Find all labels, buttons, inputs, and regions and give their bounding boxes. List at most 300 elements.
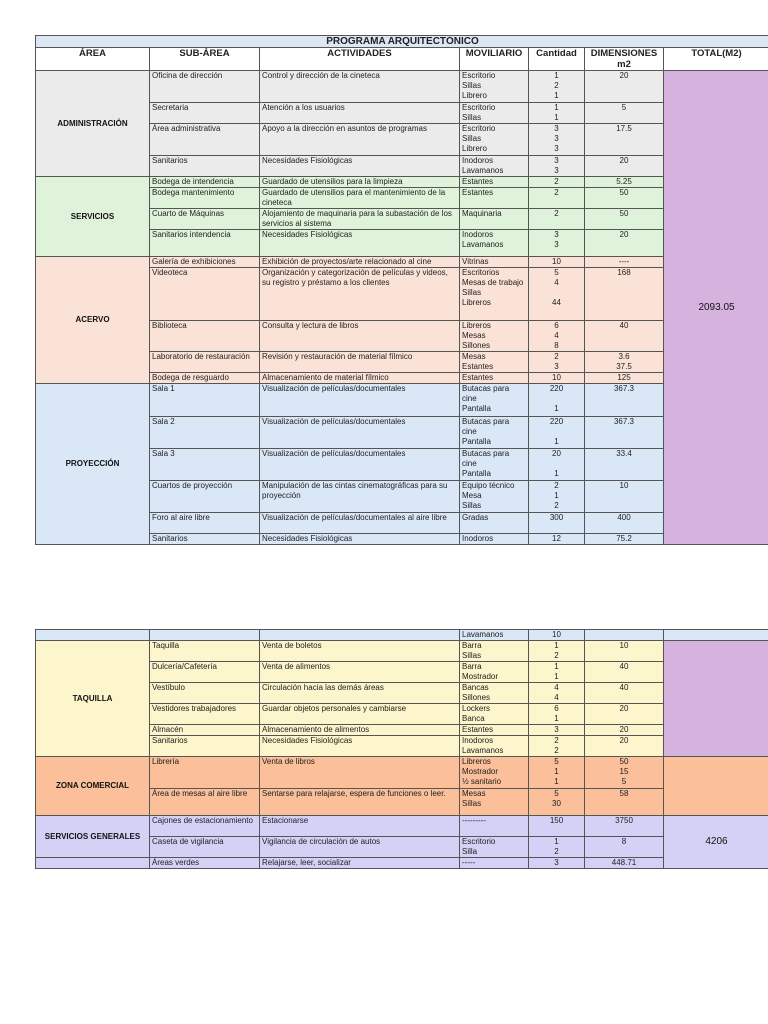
- subarea-cell: Dulcería/Cafetería: [150, 662, 260, 683]
- subarea-cell: Sanitarios: [150, 534, 260, 545]
- cantidad-cell-line: 1: [554, 767, 559, 776]
- subarea-cell: Bodega de intendencia: [150, 177, 260, 188]
- cantidad-cell-line: 2: [554, 352, 559, 361]
- mobiliario-cell-line: Equipo técnico: [462, 481, 515, 490]
- table-row: [36, 257, 768, 268]
- mobiliario-cell: [460, 257, 529, 268]
- cantidad-cell-line: 3: [554, 230, 559, 239]
- mobiliario-cell-line: Estantes: [462, 725, 494, 734]
- dimension-cell: 17.5: [585, 124, 664, 156]
- cantidad-cell-line: 5: [554, 268, 559, 277]
- table-row: [36, 71, 768, 103]
- cantidad-cell: [529, 837, 585, 858]
- mobiliario-cell-line: Escritorio: [462, 124, 496, 133]
- cantidad-cell-line: 2: [554, 481, 559, 490]
- mobiliario-cell: [460, 641, 529, 662]
- cantidad-cell-line: 3: [554, 240, 559, 249]
- total-cell-zona-comercial: [664, 757, 768, 816]
- mobiliario-cell: [460, 534, 529, 545]
- mobiliario-cell: [460, 103, 529, 124]
- dimension-cell-line: 5: [621, 777, 627, 786]
- mobiliario-cell-line: Mesas: [462, 789, 486, 798]
- subarea-cell: Taquilla: [150, 641, 260, 662]
- area-zona-comercial: ZONA COMERCIAL: [36, 757, 150, 816]
- cantidad-cell-line: 2: [554, 746, 559, 755]
- table-row: [36, 630, 768, 641]
- mobiliario-cell: [460, 481, 529, 513]
- cantidad-cell-line: 10: [552, 257, 561, 266]
- dimension-cell: 75.2: [585, 534, 664, 545]
- cantidad-cell-line: 150: [549, 816, 564, 825]
- subarea-cell: Vestíbulo: [150, 683, 260, 704]
- mobiliario-cell-line: Butacas para cine: [462, 384, 510, 403]
- cantidad-cell-line: 1: [554, 837, 559, 846]
- dimension-cell: [585, 352, 664, 373]
- mobiliario-cell-line: Estantes: [462, 362, 494, 371]
- cantidad-cell-line: 1: [554, 714, 559, 723]
- cantidad-cell: [529, 384, 585, 417]
- cantidad-cell: [529, 789, 585, 816]
- subarea-cell: Área administrativa: [150, 124, 260, 156]
- mobiliario-cell-line: ½ sanitario: [462, 777, 502, 786]
- cantidad-cell-line: 220: [549, 417, 564, 426]
- cantidad-cell-line: 3: [554, 124, 559, 133]
- mobiliario-cell: [460, 736, 529, 757]
- cantidad-cell-line: 4: [554, 683, 559, 692]
- cantidad-cell: [529, 662, 585, 683]
- dimension-cell: 10: [585, 641, 664, 662]
- mobiliario-cell: [460, 704, 529, 725]
- mobiliario-cell-line: Estantes: [462, 373, 494, 382]
- cantidad-cell: [529, 124, 585, 156]
- subarea-cell: Sanitarios: [150, 736, 260, 757]
- dimension-cell: 125: [585, 373, 664, 384]
- cantidad-cell-line: 1: [554, 491, 559, 500]
- header-dimensiones: DIMENSIONES m2: [585, 48, 664, 71]
- cantidad-cell: [529, 757, 585, 789]
- mobiliario-cell: [460, 816, 529, 837]
- subarea-cell: Foro al aire libre: [150, 513, 260, 534]
- header-actividades: ACTIVIDADES: [260, 48, 460, 71]
- cantidad-cell: [529, 481, 585, 513]
- mobiliario-cell-line: Sillas: [462, 134, 482, 143]
- subarea-cell: Sanitarios: [150, 156, 260, 177]
- cantidad-cell: [529, 736, 585, 757]
- mobiliario-cell-line: Butacas para cine: [462, 417, 510, 436]
- cantidad-cell-line: 2: [554, 736, 559, 745]
- mobiliario-cell-line: Inodoros: [462, 736, 494, 745]
- mobiliario-cell: [460, 662, 529, 683]
- actividad-cell: Atención a los usuarios: [260, 103, 460, 124]
- subarea-cell: Sala 3: [150, 449, 260, 481]
- mobiliario-cell-line: -----: [462, 858, 476, 867]
- cantidad-cell: [529, 641, 585, 662]
- table-row: [36, 177, 768, 188]
- cantidad-cell-line: 6: [554, 704, 559, 713]
- cantidad-cell-line: 220: [549, 384, 564, 393]
- subarea-cell: Bodega mantenimiento: [150, 188, 260, 209]
- subarea-cell: Secretaria: [150, 103, 260, 124]
- mobiliario-cell-line: Sillones: [462, 341, 491, 350]
- cantidad-cell: [529, 156, 585, 177]
- mobiliario-cell-line: Maquinaria: [462, 209, 502, 218]
- table-row: [36, 816, 768, 837]
- cantidad-cell-line: [531, 288, 582, 298]
- cantidad-cell-line: 44: [552, 298, 561, 307]
- subarea-cell: Cajones de estacionamiento: [150, 816, 260, 837]
- cantidad-cell-line: 3: [554, 858, 559, 867]
- subarea-cell: Librería: [150, 757, 260, 789]
- cantidad-cell-line: 1: [554, 437, 559, 446]
- mobiliario-cell-line: Lavamanos: [462, 240, 504, 249]
- actividad-cell: Vigilancia de circulación de autos: [260, 837, 460, 858]
- mobiliario-cell: [460, 124, 529, 156]
- cantidad-cell-line: 1: [554, 113, 559, 122]
- mobiliario-cell-line: Pantalla: [462, 469, 491, 478]
- cantidad-cell-line: 3: [554, 156, 559, 165]
- mobiliario-cell-line: Banca: [462, 714, 485, 723]
- dimension-cell: 50: [585, 188, 664, 209]
- dimension-cell: 20: [585, 156, 664, 177]
- mobiliario-cell-line: Sillas: [462, 799, 482, 808]
- mobiliario-cell-line: Escritorio: [462, 837, 496, 846]
- mobiliario-cell-line: Sillas: [462, 113, 482, 122]
- header-mobiliario: MOVILIARIO: [460, 48, 529, 71]
- actividad-cell: Guardado de utensilios para la limpieza: [260, 177, 460, 188]
- mobiliario-cell-line: Silla: [462, 847, 478, 856]
- mobiliario-cell-line: Mostrador: [462, 672, 499, 681]
- actividad-cell: Circulación hacia las demás áreas: [260, 683, 460, 704]
- dimension-cell-line: 50: [619, 757, 629, 766]
- subarea-cell: Bodega de resguardo: [150, 373, 260, 384]
- actividad-cell: Exhibición de proyectos/arte relacionado al cine: [260, 257, 460, 268]
- mobiliario-cell: [460, 417, 529, 449]
- table-row: [36, 858, 768, 869]
- cantidad-cell: [529, 534, 585, 545]
- area-proyeccion: PROYECCIÓN: [36, 384, 150, 545]
- cantidad-cell-line: 2: [554, 209, 559, 218]
- mobiliario-cell-line: Escritorios: [462, 268, 500, 277]
- subarea-cell: Sala 1: [150, 384, 260, 417]
- cantidad-cell-line: 2: [554, 651, 559, 660]
- cantidad-cell-line: 10: [552, 373, 561, 382]
- dimension-cell: 58: [585, 789, 664, 816]
- cantidad-cell-line: 8: [554, 341, 559, 350]
- dimension-cell: 8: [585, 837, 664, 858]
- cantidad-cell: [529, 209, 585, 230]
- cantidad-cell-line: 5: [554, 757, 559, 766]
- table-row: [36, 384, 768, 417]
- subarea-cell: Cuartos de proyección: [150, 481, 260, 513]
- mobiliario-cell-line: Vitrinas: [462, 257, 489, 266]
- mobiliario-cell: [460, 449, 529, 481]
- subarea-cell: Biblioteca: [150, 321, 260, 352]
- cantidad-cell-line: 300: [549, 513, 564, 522]
- actividad-cell: Consulta y lectura de libros: [260, 321, 460, 352]
- mobiliario-cell-line: Librero: [462, 91, 487, 100]
- actividad-cell: Venta de libros: [260, 757, 460, 789]
- header-area: ÁREA: [36, 48, 150, 71]
- mobiliario-cell-line: Lavamanos: [462, 746, 504, 755]
- actividad-cell: Visualización de películas/documentales al aire libre: [260, 513, 460, 534]
- actividad-cell: Estacionarse: [260, 816, 460, 837]
- cantidad-cell-line: 20: [552, 449, 561, 458]
- dimension-cell: 448.71: [585, 858, 664, 869]
- dimension-cell: 40: [585, 683, 664, 704]
- actividad-cell: Revisión y restauración de material fílmico: [260, 352, 460, 373]
- mobiliario-cell: [460, 858, 529, 869]
- actividad-cell: Guardado de utensilios para el mantenimiento de la cineteca: [260, 188, 460, 209]
- cantidad-cell: [529, 858, 585, 869]
- cantidad-cell: [529, 449, 585, 481]
- dimension-cell: 40: [585, 662, 664, 683]
- table-title: PROGRAMA ARQUITECTÓNICO: [36, 36, 768, 48]
- mobiliario-cell-line: Sillas: [462, 288, 482, 297]
- program-table-1: [35, 35, 768, 545]
- cantidad-cell: [529, 352, 585, 373]
- mobiliario-cell: [460, 757, 529, 789]
- cantidad-cell: [529, 513, 585, 534]
- subarea-cell: Área de mesas al aire libre: [150, 789, 260, 816]
- header-cantidad: Cantidad: [529, 48, 585, 71]
- mobiliario-cell-line: Librero: [462, 144, 487, 153]
- mobiliario-cell-line: Sillones: [462, 693, 491, 702]
- cantidad-cell-line: 1: [554, 641, 559, 650]
- cantidad-cell: [529, 103, 585, 124]
- cantidad-cell-line: 4: [554, 331, 559, 340]
- mobiliario-cell-line: Inodoros: [462, 156, 494, 165]
- header-subarea: SUB-ÁREA: [150, 48, 260, 71]
- mobiliario-cell-line: Sillas: [462, 501, 482, 510]
- mobiliario-cell-line: Mostrador: [462, 767, 499, 776]
- mobiliario-cell: [460, 352, 529, 373]
- actividad-cell: Guardar objetos personales y cambiarse: [260, 704, 460, 725]
- cantidad-cell-line: 2: [554, 847, 559, 856]
- cantidad-cell: [529, 268, 585, 321]
- total-cell-taquilla: [664, 641, 768, 757]
- cantidad-cell-line: 1: [554, 469, 559, 478]
- dimension-cell: 20: [585, 725, 664, 736]
- cantidad-cell: [529, 71, 585, 103]
- cantidad-cell-line: 3: [554, 725, 559, 734]
- mobiliario-cell-line: Sillas: [462, 651, 482, 660]
- table-row: [36, 641, 768, 662]
- mobiliario-cell-line: Bancas: [462, 683, 489, 692]
- cantidad-cell: [529, 177, 585, 188]
- mobiliario-cell-line: Sillas: [462, 81, 482, 90]
- area-acervo: ACERVO: [36, 257, 150, 384]
- cantidad-cell: [529, 257, 585, 268]
- actividad-cell: Necesidades Fisiológicas: [260, 736, 460, 757]
- actividad-cell: Necesidades Fisiológicas: [260, 230, 460, 257]
- mobiliario-cell-line: Mesa: [462, 491, 482, 500]
- subarea-cell: Cuarto de Máquinas: [150, 209, 260, 230]
- dimension-cell: 10: [585, 481, 664, 513]
- cantidad-cell-line: 3: [554, 144, 559, 153]
- subarea-cell: Videoteca: [150, 268, 260, 321]
- cantidad-cell-line: 5: [554, 789, 559, 798]
- actividad-cell: Alojamiento de maquinaria para la subastación de los servicios al sistema: [260, 209, 460, 230]
- dimension-cell: ----: [585, 257, 664, 268]
- mobiliario-cell-line: Inodoros: [462, 534, 494, 543]
- mobiliario-cell: [460, 230, 529, 257]
- continued-mobiliario: Lavamanos: [460, 630, 529, 641]
- mobiliario-cell-line: Libreros: [462, 298, 491, 307]
- dimension-cell: 5.25: [585, 177, 664, 188]
- table-row: [36, 757, 768, 789]
- dimension-cell: 168: [585, 268, 664, 321]
- mobiliario-cell-line: Mesas de trabajo: [462, 278, 524, 287]
- mobiliario-cell-line: Estantes: [462, 177, 494, 186]
- cantidad-cell: [529, 321, 585, 352]
- mobiliario-cell: [460, 789, 529, 816]
- actividad-cell: Venta de alimentos: [260, 662, 460, 683]
- mobiliario-cell-line: Escritorio: [462, 103, 496, 112]
- subarea-cell: Oficina de dirección: [150, 71, 260, 103]
- mobiliario-cell: [460, 384, 529, 417]
- actividad-cell: Apoyo a la dirección en asuntos de programas: [260, 124, 460, 156]
- mobiliario-cell: [460, 177, 529, 188]
- area-servicios-generales: SERVICIOS GENERALES: [36, 816, 150, 858]
- dimension-cell: 367.3: [585, 384, 664, 417]
- mobiliario-cell-line: Butacas para cine: [462, 449, 510, 468]
- mobiliario-cell-line: Barra: [462, 641, 482, 650]
- cantidad-cell-line: 6: [554, 321, 559, 330]
- subarea-cell: Sala 2: [150, 417, 260, 449]
- mobiliario-cell: [460, 156, 529, 177]
- dimension-cell: 40: [585, 321, 664, 352]
- area-servicios: SERVICIOS: [36, 177, 150, 257]
- header-total: TOTAL(M2): [664, 48, 768, 71]
- cantidad-cell-line: 2: [554, 188, 559, 197]
- mobiliario-cell-line: Pantalla: [462, 437, 491, 446]
- mobiliario-cell: [460, 725, 529, 736]
- program-table-2: [35, 629, 768, 869]
- dimension-cell: [585, 757, 664, 789]
- mobiliario-cell-line: Lavamanos: [462, 166, 504, 175]
- cantidad-cell: [529, 704, 585, 725]
- subarea-cell: Galería de exhibiciones: [150, 257, 260, 268]
- actividad-cell: Visualización de películas/documentales: [260, 384, 460, 417]
- cantidad-cell-line: 12: [552, 534, 561, 543]
- mobiliario-cell-line: Libreros: [462, 321, 491, 330]
- dimension-cell: 400: [585, 513, 664, 534]
- mobiliario-cell: [460, 373, 529, 384]
- subarea-cell: Laboratorio de restauración: [150, 352, 260, 373]
- cantidad-cell-line: 1: [554, 404, 559, 413]
- cantidad-cell-line: 3: [554, 362, 559, 371]
- dimension-cell-line: 37.5: [616, 362, 632, 371]
- mobiliario-cell-line: Barra: [462, 662, 482, 671]
- mobiliario-cell-line: ---------: [462, 816, 486, 825]
- cantidad-cell-line: 2: [554, 81, 559, 90]
- mobiliario-cell: [460, 268, 529, 321]
- mobiliario-cell-line: Gradas: [462, 513, 489, 522]
- mobiliario-cell: [460, 513, 529, 534]
- dimension-cell: 367.3: [585, 417, 664, 449]
- actividad-cell: Visualización de películas/documentales: [260, 449, 460, 481]
- area-taquilla: TAQUILLA: [36, 641, 150, 757]
- cantidad-cell-line: 1: [554, 103, 559, 112]
- cantidad-cell: [529, 683, 585, 704]
- mobiliario-cell-line: Escritorio: [462, 71, 496, 80]
- subarea-cell: Almacén: [150, 725, 260, 736]
- subarea-cell: Sanitarios intendencia: [150, 230, 260, 257]
- cantidad-cell-line: 1: [554, 672, 559, 681]
- mobiliario-cell-line: Pantalla: [462, 404, 491, 413]
- dimension-cell-line: 15: [619, 767, 629, 776]
- mobiliario-cell-line: Libreros: [462, 757, 491, 766]
- cantidad-cell: [529, 373, 585, 384]
- cantidad-cell-line: 1: [554, 91, 559, 100]
- dimension-cell: 20: [585, 71, 664, 103]
- actividad-cell: Venta de boletos: [260, 641, 460, 662]
- subarea-cell: Áreas verdes: [150, 858, 260, 869]
- mobiliario-cell-line: Mesas: [462, 331, 486, 340]
- cantidad-cell: [529, 188, 585, 209]
- mobiliario-cell: [460, 188, 529, 209]
- cantidad-cell-line: 1: [554, 71, 559, 80]
- dimension-cell-line: 3.6: [618, 352, 630, 361]
- actividad-cell: Organización y categorización de películas y videos, su registro y préstamo a los clientes: [260, 268, 460, 321]
- actividad-cell: Necesidades Fisiológicas: [260, 156, 460, 177]
- cantidad-cell-line: 3: [554, 166, 559, 175]
- actividad-cell: Control y dirección de la cineteca: [260, 71, 460, 103]
- mobiliario-cell-line: Lockers: [462, 704, 491, 713]
- mobiliario-cell: [460, 837, 529, 858]
- dimension-cell: 5: [585, 103, 664, 124]
- cantidad-cell-line: 1: [554, 777, 559, 786]
- subarea-cell: Vestidores trabajadores: [150, 704, 260, 725]
- actividad-cell: Necesidades Fisiológicas: [260, 534, 460, 545]
- cantidad-cell: [529, 417, 585, 449]
- dimension-cell: 20: [585, 736, 664, 757]
- cantidad-cell: [529, 816, 585, 837]
- cantidad-cell-line: 4: [554, 693, 559, 702]
- area-administracion: ADMINISTRACIÓN: [36, 71, 150, 177]
- dimension-cell: 50: [585, 209, 664, 230]
- cantidad-cell: [529, 230, 585, 257]
- mobiliario-cell-line: Inodoros: [462, 230, 494, 239]
- total-value-1: 2093.05: [664, 71, 768, 545]
- cantidad-cell-line: 30: [552, 799, 561, 808]
- cantidad-cell-line: 2: [554, 501, 559, 510]
- mobiliario-cell: [460, 209, 529, 230]
- actividad-cell: Visualización de películas/documentales: [260, 417, 460, 449]
- actividad-cell: Manipulación de las cintas cinematográficas para su proyección: [260, 481, 460, 513]
- cantidad-cell-line: 4: [554, 278, 559, 287]
- mobiliario-cell-line: Mesas: [462, 352, 486, 361]
- continued-cantidad: 10: [529, 630, 585, 641]
- mobiliario-cell: [460, 71, 529, 103]
- mobiliario-cell: [460, 321, 529, 352]
- actividad-cell: Sentarse para relajarse, espera de funciones o leer.: [260, 789, 460, 816]
- cantidad-cell-line: 1: [554, 662, 559, 671]
- cantidad-cell-line: 3: [554, 134, 559, 143]
- cantidad-cell-line: 2: [554, 177, 559, 186]
- actividad-cell: Relajarse, leer, socializar: [260, 858, 460, 869]
- mobiliario-cell: [460, 683, 529, 704]
- mobiliario-cell-line: Estantes: [462, 188, 494, 197]
- dimension-cell: 20: [585, 230, 664, 257]
- dimension-cell: 33.4: [585, 449, 664, 481]
- total-value-2: 4206: [664, 816, 768, 869]
- actividad-cell: Almacenamiento de material fílmico: [260, 373, 460, 384]
- actividad-cell: Almacenamiento de alimentos: [260, 725, 460, 736]
- dimension-cell: 3750: [585, 816, 664, 837]
- subarea-cell: Caseta de vigilancia: [150, 837, 260, 858]
- cantidad-cell: [529, 725, 585, 736]
